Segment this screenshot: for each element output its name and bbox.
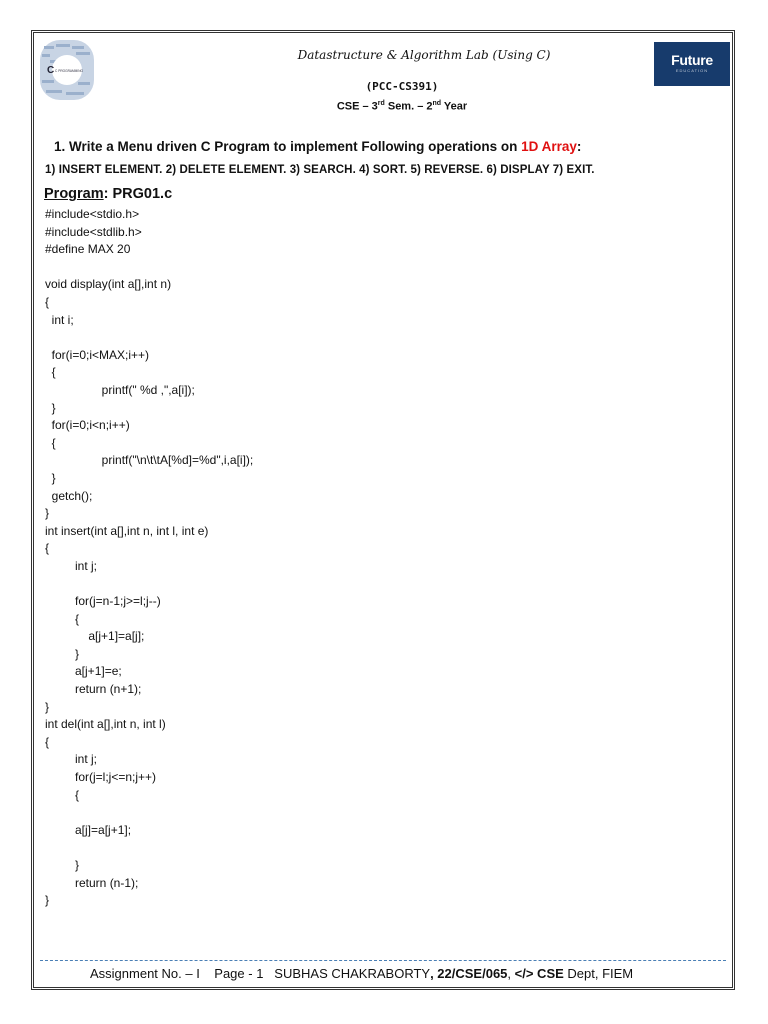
code-line — [45, 259, 253, 277]
code-icon: </> — [514, 966, 534, 981]
code-line: printf("\n\t\tA[%d]=%d",i,a[i]); — [45, 453, 254, 468]
dept-rest: Dept, FIEM — [563, 966, 634, 981]
code-line: { — [45, 365, 56, 380]
svg-text:C PROGRAMMING: C PROGRAMMING — [55, 69, 83, 73]
course-title: Datastructure & Algorithm Lab (Using C) — [297, 48, 551, 62]
code-line: a[j+1]=e; — [45, 664, 122, 679]
footer-divider — [40, 960, 726, 961]
code-line: int j; — [45, 752, 98, 767]
code-line: for(j=n-1;j>=l;j--) — [45, 594, 161, 609]
page-footer: Assignment No. – I Page - 1 SUBHAS CHAKRABORTY, 22/CSE/065, </> CSE Dept, FIEM — [90, 966, 634, 981]
logo-tag: EDUCATION — [675, 68, 709, 73]
code-line: a[j+1]=a[j]; — [45, 629, 145, 644]
program-filename: : PRG01.c — [103, 186, 173, 202]
question-operations: 1) INSERT ELEMENT. 2) DELETE ELEMENT. 3) SEARCH. 4) SORT. 5) REVERSE. 6) DISPLAY 7) EXIT. — [45, 164, 595, 176]
code-line: } — [45, 857, 80, 872]
code-line: a[j]=a[j+1]; — [45, 822, 132, 837]
code-line: void display(int a[],int n) — [45, 277, 172, 292]
question-text: Write a Menu driven C Program to implement Following operations on — [69, 139, 518, 154]
code-line: getch(); — [45, 488, 93, 503]
code-line: for(i=0;i<n;i++) — [45, 418, 130, 433]
code-line: { — [45, 787, 80, 802]
code-line — [45, 804, 253, 822]
code-line: for(j=l;j<=n;j++) — [45, 770, 157, 784]
code-line: int insert(int a[],int n, int l, int e) — [45, 523, 209, 538]
code-line: for(i=0;i<MAX;i++) — [45, 347, 150, 362]
code-line — [45, 575, 253, 593]
code-line: #define MAX 20 — [45, 242, 131, 257]
program-heading — [44, 186, 172, 202]
code-line: } — [45, 646, 80, 661]
code-line — [45, 329, 253, 347]
assignment-number: Assignment No. – I — [90, 966, 200, 981]
code-line: { — [45, 294, 50, 309]
code-block — [45, 206, 253, 910]
code-line: #include<stdio.h> — [45, 207, 140, 221]
code-line: { — [45, 541, 50, 556]
code-line: } — [45, 470, 56, 485]
dept-name: CSE — [533, 966, 564, 981]
code-line: } — [45, 506, 50, 521]
course-code: (PCC-CS391) — [365, 80, 439, 93]
code-line: #include<stdlib.h> — [45, 224, 142, 239]
code-line: { — [45, 611, 80, 626]
semester-line: CSE – 3rd Sem. – 2nd Year — [336, 100, 468, 113]
question-number: 1. — [54, 139, 66, 154]
roll-number: , 22/CSE/065 — [430, 966, 508, 981]
code-line: } — [45, 400, 56, 415]
program-label: Program — [44, 186, 104, 202]
student-name: SUBHAS CHAKRABORTY — [274, 966, 431, 981]
svg-text:C: C — [47, 65, 55, 76]
code-line: { — [45, 734, 50, 749]
question-title: 1. Write a Menu driven C Program to implement Following operations on 1D Array: — [54, 139, 582, 154]
question-highlight: 1D Array — [521, 139, 577, 154]
code-line: { — [45, 435, 56, 450]
code-line: int j; — [45, 558, 98, 573]
code-line: int del(int a[],int n, int l) — [45, 717, 166, 732]
code-line — [45, 839, 253, 857]
c-programming-logo-icon — [36, 36, 98, 104]
code-line: } — [45, 699, 50, 714]
code-line: return (n-1); — [45, 875, 139, 890]
page-number: Page - 1 — [214, 966, 264, 981]
logo-brand: Future — [671, 52, 713, 68]
code-line: int i; — [45, 312, 74, 327]
code-line: } — [45, 893, 50, 908]
code-line: return (n+1); — [45, 682, 142, 697]
code-line: printf(" %d ,",a[i]); — [45, 382, 195, 397]
